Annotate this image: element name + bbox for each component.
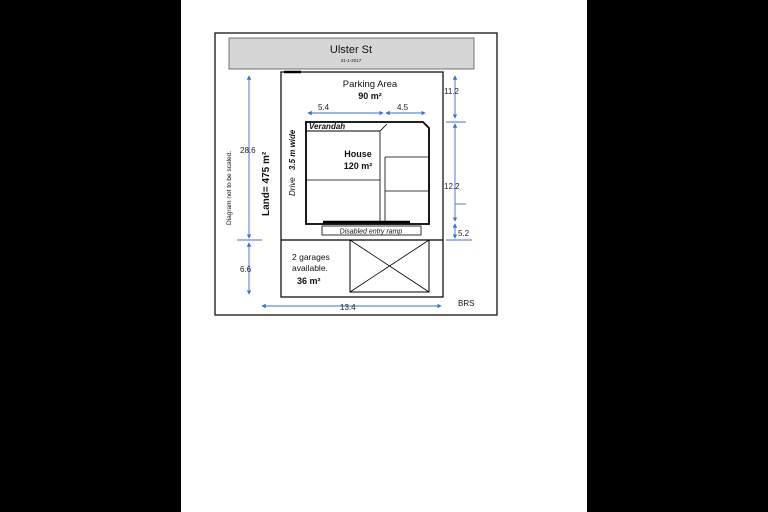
- dim-6-6: 6.6: [240, 265, 252, 274]
- dim-12-2: 12.2: [444, 182, 460, 191]
- disclaimer: Diagram not to be scaled.: [226, 150, 233, 225]
- drive-label: Drive: [288, 177, 297, 196]
- dim-11-2: 11.2: [444, 87, 459, 96]
- street-date: 31-1-2017: [340, 58, 362, 63]
- land-label: Land= 475 m²: [261, 151, 272, 216]
- dim-4-5: 4.5: [397, 103, 409, 112]
- ramp-label: Disabled entry ramp: [339, 228, 403, 236]
- garage-line2: available.: [292, 263, 328, 273]
- verandah-label: Verandah: [309, 122, 346, 131]
- dim-5-4: 5.4: [318, 103, 330, 112]
- dim-5-2: 5.2: [458, 229, 470, 238]
- svg-text:Drive 3.5 m wide: [288, 129, 297, 196]
- drive-width: 3.5 m wide: [288, 129, 297, 171]
- verandah-corner: [380, 124, 387, 131]
- house-area: 120 m²: [343, 161, 373, 171]
- street-name: Ulster St: [329, 44, 373, 56]
- dim-13-4: 13.4: [340, 303, 356, 312]
- parking-area: 90 m²: [358, 91, 382, 101]
- house-label: House: [344, 149, 372, 159]
- garage-area: 36 m²: [297, 276, 321, 286]
- parking-label: Parking Area: [342, 79, 398, 90]
- author-initials: BRS: [458, 299, 475, 308]
- garage-line1: 2 garages: [292, 252, 330, 262]
- house-outline: [306, 122, 429, 224]
- dim-28-6: 28.6: [240, 146, 256, 155]
